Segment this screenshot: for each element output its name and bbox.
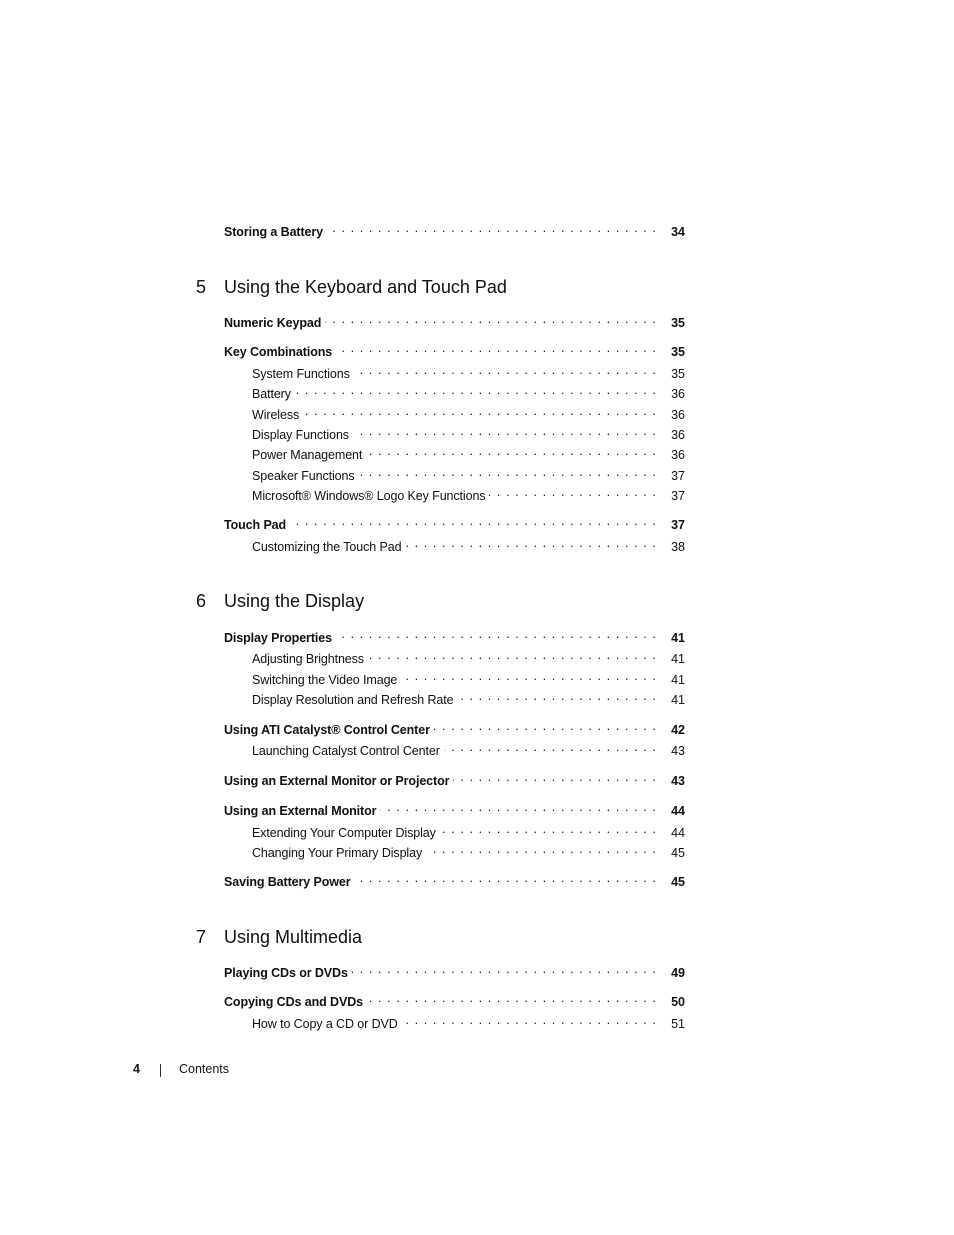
toc-entry-system-functions[interactable] [252, 362, 685, 381]
toc-entry-external-monitor[interactable] [224, 799, 685, 818]
footer-divider [160, 1064, 161, 1077]
toc-entry-label: Using an External Monitor [224, 804, 377, 818]
dot-leader [352, 961, 657, 977]
toc-entry-label: Extending Your Computer Display [252, 826, 436, 840]
toc-entry-label: Using ATI Catalyst® Control Center [224, 723, 430, 737]
toc-entry-label: Saving Battery Power [224, 875, 351, 889]
toc-page-number: 41 [671, 673, 685, 687]
toc-entry-label: Customizing the Touch Pad [252, 540, 402, 554]
toc-entry-changing-primary[interactable] [252, 841, 685, 860]
toc-page-number: 36 [671, 428, 685, 442]
dot-leader [457, 688, 657, 704]
toc-page-number: 38 [671, 540, 685, 554]
dot-leader [325, 311, 657, 327]
toc-page-number: 43 [671, 744, 685, 758]
toc-entry-label: Battery [252, 387, 291, 401]
toc-entry-label: System Functions [252, 367, 350, 381]
toc-page-number: 37 [671, 469, 685, 483]
footer-page-number: 4 [133, 1062, 140, 1076]
toc-entry-switching-video[interactable] [252, 668, 685, 687]
toc-page-number: 45 [671, 875, 685, 889]
toc-entry-launching-catalyst[interactable] [252, 739, 685, 758]
toc-page-number: 36 [671, 387, 685, 401]
dot-leader [434, 718, 657, 734]
toc-entry-ati-catalyst[interactable] [224, 718, 685, 737]
toc-entry-key-combinations[interactable] [224, 340, 685, 359]
chapter-heading-7[interactable] [196, 925, 362, 949]
toc-entry-windows-logo-key[interactable] [252, 484, 685, 503]
toc-entry-saving-battery[interactable] [224, 870, 685, 889]
dot-leader [367, 990, 657, 1006]
toc-entry-copying-cds[interactable] [224, 990, 685, 1009]
chapter-title: Using the Display [224, 591, 365, 611]
dot-leader [327, 220, 657, 236]
chapter-title: Using Multimedia [224, 927, 363, 947]
dot-leader [402, 1012, 657, 1028]
dot-leader [453, 769, 657, 785]
toc-page-number: 35 [671, 316, 685, 330]
toc-page-number: 44 [671, 804, 685, 818]
toc-page-number: 34 [671, 225, 685, 239]
dot-leader [366, 443, 657, 459]
toc-entry-battery[interactable] [252, 382, 685, 401]
dot-leader [368, 647, 657, 663]
dot-leader [401, 668, 657, 684]
toc-entry-label: Wireless [252, 408, 300, 422]
toc-entry-label: Copying CDs and DVDs [224, 995, 363, 1009]
toc-entry-label: Changing Your Primary Display [252, 846, 423, 860]
toc-page-number: 41 [671, 693, 685, 707]
toc-entry-label: Touch Pad [224, 518, 287, 532]
dot-leader [354, 362, 657, 378]
dot-leader [336, 340, 657, 356]
toc-entry-label: Speaker Functions [252, 469, 355, 483]
toc-entry-playing-cds[interactable] [224, 961, 685, 980]
toc-entry-display-properties[interactable] [224, 626, 685, 645]
dot-leader [295, 382, 657, 398]
toc-entry-how-to-copy[interactable] [252, 1012, 685, 1031]
toc-entry-speaker-functions[interactable] [252, 464, 685, 483]
chapter-number: 7 [196, 927, 207, 947]
toc-entry-label: Adjusting Brightness [252, 652, 364, 666]
toc-page-number: 49 [671, 966, 685, 980]
dot-leader [359, 464, 657, 480]
toc-entry-label: Microsoft® Windows® Logo Key Functions [252, 489, 486, 503]
dot-leader [353, 423, 657, 439]
toc-entry-numeric-keypad[interactable] [224, 311, 685, 330]
toc-entry-customizing-touch-pad[interactable] [252, 535, 685, 554]
dot-leader [440, 821, 657, 837]
toc-entry-label: Display Properties [224, 631, 332, 645]
toc-entry-label: Numeric Keypad [224, 316, 322, 330]
toc-entry-label: Switching the Video Image [252, 673, 398, 687]
footer-section-name: Contents [179, 1062, 230, 1076]
dot-leader [426, 841, 657, 857]
toc-entry-display-resolution[interactable] [252, 688, 685, 707]
dot-leader [489, 484, 657, 500]
toc-entry-label: Key Combinations [224, 345, 333, 359]
toc-entry-adjusting-brightness[interactable] [252, 647, 685, 666]
toc-page-number: 37 [671, 489, 685, 503]
toc-page-number: 41 [671, 652, 685, 666]
chapter-number: 6 [196, 591, 207, 611]
toc-entry-label: Power Management [252, 448, 363, 462]
dot-leader [355, 870, 657, 886]
toc-page-number: 37 [671, 518, 685, 532]
toc-entry-label: Display Functions [252, 428, 349, 442]
toc-entry-wireless[interactable] [252, 403, 685, 422]
toc-page-number: 51 [671, 1017, 685, 1031]
toc-page-number: 41 [671, 631, 685, 645]
chapter-number: 5 [196, 277, 207, 297]
chapter-heading-6[interactable] [196, 589, 364, 613]
toc-page-number: 42 [671, 723, 685, 737]
toc-page-number: 36 [671, 448, 685, 462]
toc-entry-display-functions[interactable] [252, 423, 685, 442]
toc-entry-storing-battery[interactable] [224, 220, 685, 239]
dot-leader [303, 403, 657, 419]
toc-entry-label: Using an External Monitor or Projector [224, 774, 450, 788]
chapter-title: Using the Keyboard and Touch Pad [224, 277, 507, 297]
toc-page-number: 50 [671, 995, 685, 1009]
dot-leader [336, 626, 657, 642]
toc-entry-external-monitor-projector[interactable] [224, 769, 685, 788]
toc-entry-label: Playing CDs or DVDs [224, 966, 348, 980]
dot-leader [290, 513, 657, 529]
toc-page-number: 45 [671, 846, 685, 860]
toc-page-number: 35 [671, 345, 685, 359]
toc-entry-extending-display[interactable] [252, 821, 685, 840]
toc-page-number: 36 [671, 408, 685, 422]
dot-leader [380, 799, 657, 815]
dot-leader [405, 535, 657, 551]
toc-page-number: 43 [671, 774, 685, 788]
toc-entry-label: How to Copy a CD or DVD [252, 1017, 398, 1031]
toc-entry-power-management[interactable] [252, 443, 685, 462]
page-footer [0, 1062, 954, 1080]
toc-page-number: 44 [671, 826, 685, 840]
toc-page-number: 35 [671, 367, 685, 381]
toc-entry-label: Storing a Battery [224, 225, 324, 239]
toc-entry-label: Display Resolution and Refresh Rate [252, 693, 454, 707]
dot-leader [444, 739, 657, 755]
toc-entry-label: Launching Catalyst Control Center [252, 744, 440, 758]
chapter-heading-5[interactable] [196, 275, 507, 299]
toc-entry-touch-pad[interactable] [224, 513, 685, 532]
